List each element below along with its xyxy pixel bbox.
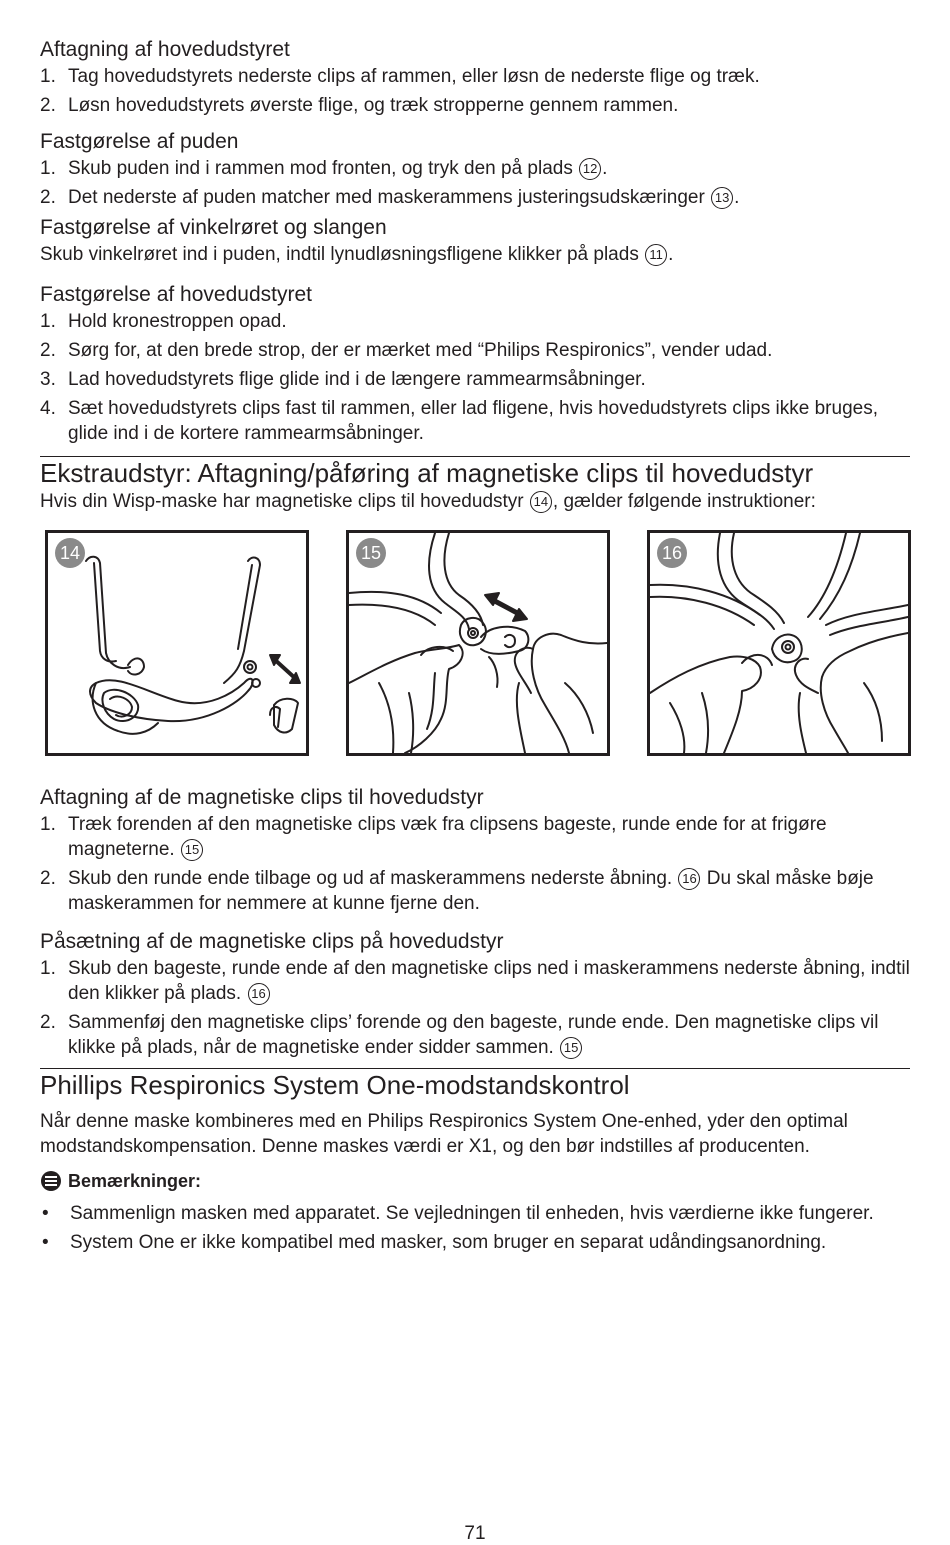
note-icon xyxy=(40,1170,62,1192)
list-item: 2. Det nederste af puden matcher med maskerammens justeringsudskæringer 13 . xyxy=(40,187,740,208)
list-item: 2. Sørg for, at den brede strop, der er mærket med “Philips Respironics”, vender udad. xyxy=(40,340,773,361)
figure-badge: 16 xyxy=(657,538,687,568)
figure-reference: 14 xyxy=(530,491,552,513)
list-item: 3. Lad hovedudstyrets flige glide ind i de længere rammearmsåbninger. xyxy=(40,369,646,390)
figure-15 xyxy=(346,530,610,756)
figure-14 xyxy=(45,530,309,756)
figure-reference: 16 xyxy=(678,868,700,890)
bullet-list xyxy=(40,1201,910,1255)
list-item: • System One er ikke kompatibel med masker, som bruger en separat udåndingsanordning. xyxy=(42,1232,827,1253)
figure-reference: 11 xyxy=(645,244,667,266)
list-item: 1. Tag hovedudstyrets nederste clips af rammen, eller løsn de nederste flige og træk. xyxy=(40,66,760,87)
section-heading: Påsætning af de magnetiske clips på hovedudstyr xyxy=(40,930,504,953)
list-item: • Sammenlign masken med apparatet. Se vejledningen til enheden, hvis værdierne ikke fungerer. xyxy=(42,1203,874,1224)
figure-reference: 15 xyxy=(181,839,203,861)
figure-16 xyxy=(647,530,911,756)
list-item: 4. Sæt hovedudstyrets clips fast til rammen, eller lad fligene, hvis hovedudstyrets clips ikke bruges, glide ind i de kortere rammearmsåbninger. xyxy=(40,398,878,444)
notes-heading: Bemærkninger: xyxy=(40,1169,910,1193)
figure-row xyxy=(45,530,911,756)
figure-badge: 15 xyxy=(356,538,386,568)
section-title: Phillips Respironics System One-modstandskontrol xyxy=(40,1070,630,1100)
section-heading: Fastgørelse af puden xyxy=(40,130,239,153)
figure-badge: 14 xyxy=(55,538,85,568)
hands-separating-clip-illustration xyxy=(349,533,607,753)
figure-reference: 13 xyxy=(711,187,733,209)
list-item: 2. Løsn hovedudstyrets øverste flige, og træk stropperne gennem rammen. xyxy=(40,95,679,116)
section-heading: Fastgørelse af hovedudstyret xyxy=(40,283,312,306)
list-item: 2. Sammenføj den magnetiske clips’ forende og den bageste, runde ende. Den magnetiske clips vil klikke på plads, når de magnetiske ender sidder sammen. 15 xyxy=(40,1012,879,1058)
paragraph: Når denne maske kombineres med en Philips Respironics System One-enhed, yder den optimal modstandskompensation. Denne maskes værdi er X1, og den bør indstilles af producenten. xyxy=(40,1111,848,1157)
numbered-list xyxy=(40,309,910,446)
page-number: 71 xyxy=(464,1523,486,1544)
figure-reference: 12 xyxy=(579,158,601,180)
list-item: 2. Skub den runde ende tilbage og ud af maskerammens nederste åbning. 16 Du skal måske bøje maskerammen for nemmere at kunne fjerne den. xyxy=(40,868,874,914)
numbered-list xyxy=(40,156,910,210)
figure-reference: 15 xyxy=(560,1037,582,1059)
section-heading: Fastgørelse af vinkelrøret og slangen xyxy=(40,216,387,239)
list-item: 1. Træk forenden af den magnetiske clips væk fra clipsens bageste, runde ende for at frigøre magneterne. 15 xyxy=(40,814,827,860)
paragraph: Skub vinkelrøret ind i puden, indtil lynudløsningsfligene klikker på plads 11 . xyxy=(40,244,674,265)
numbered-list xyxy=(40,64,910,118)
section-title: Ekstraudstyr: Aftagning/påføring af magnetiske clips til hovedudstyr xyxy=(40,458,814,488)
list-item: 1. Hold kronestroppen opad. xyxy=(40,311,287,332)
mask-frame-illustration xyxy=(48,533,306,753)
numbered-list xyxy=(40,812,910,916)
document-page xyxy=(40,36,910,1259)
figure-reference: 16 xyxy=(248,983,270,1005)
numbered-list xyxy=(40,956,910,1060)
section-heading: Aftagning af hovedudstyret xyxy=(40,38,290,61)
section-heading: Aftagning af de magnetiske clips til hovedudstyr xyxy=(40,786,484,809)
list-item: 1. Skub den bageste, runde ende af den magnetiske clips ned i maskerammens nederste åbning, indtil den klikker på plads. 16 xyxy=(40,958,910,1004)
list-item: 1. Skub puden ind i rammen mod fronten, og tryk den på plads 12 . xyxy=(40,158,608,179)
hands-removing-clip-illustration xyxy=(650,533,908,753)
paragraph: Hvis din Wisp-maske har magnetiske clips til hovedudstyr 14 , gælder følgende instruktioner: xyxy=(40,491,816,512)
